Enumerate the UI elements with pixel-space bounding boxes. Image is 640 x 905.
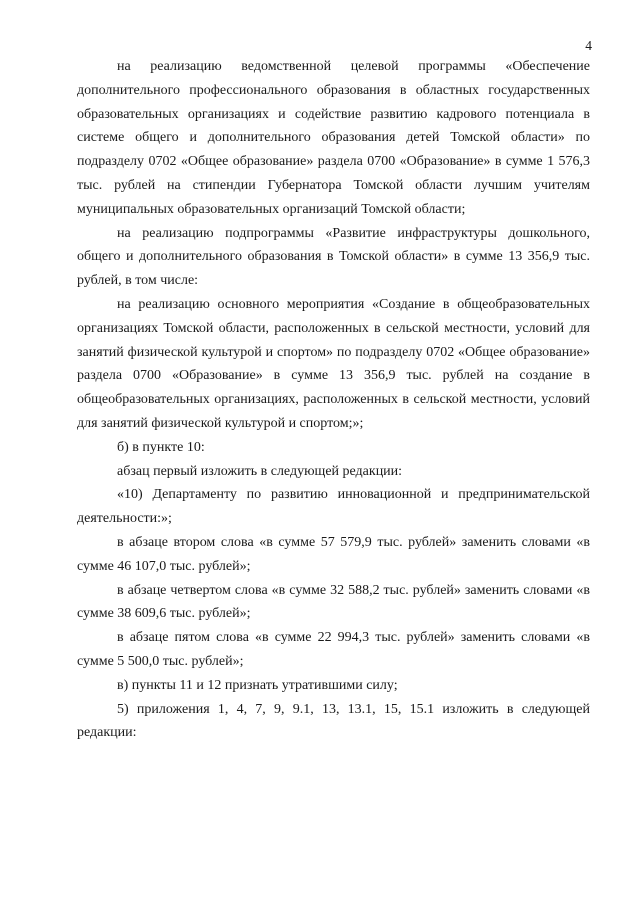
page-number: 4 [585,38,592,53]
paragraph: на реализацию подпрограммы «Развитие инфраструктуры дошкольного, общего и дополнительного образования в Томской области» в сумме 13 356,9 тыс. рублей, в том числе: [77,225,590,289]
paragraph: 5) приложения 1, 4, 7, 9, 9.1, 13, 13.1, 15, 15.1 изложить в следующей редакции: [77,701,590,741]
paragraph: на реализацию основного мероприятия «Создание в общеобразовательных организациях Томской области, расположенных в сельской местности, условий для занятий физической культурой и спортом» по подразделу 0702 «Общее образование» раздела 0700 «Образование» в сумме 13 356,9 тыс. рублей на создание в общеобразовательных организациях, расположенных в сельской местности, условий для занятий физической культурой и спортом;»; [77,296,590,431]
paragraph: на реализацию ведомственной целевой программы «Обеспечение дополнительного профессионального образования в областных государственных образовательных организациях и содействие развитию кадрового потенциала в системе общего и дополнительного образования детей Томской области» по подразделу 0702 «Общее образование» раздела 0700 «Образование» в сумме 1 576,3 тыс. рублей на стипендии Губернатора Томской области лучшим учителям муниципальных образовательных организаций Томской области; [77,59,590,217]
paragraph: в) пункты 11 и 12 признать утратившими силу; [117,677,398,693]
paragraph: б) в пункте 10: [117,439,205,455]
paragraph: «10) Департаменту по развитию инновационной и предпринимательской деятельности:»; [77,487,590,527]
paragraph: абзац первый изложить в следующей редакции: [117,463,403,479]
paragraph: в абзаце пятом слова «в сумме 22 994,3 тыс. рублей» заменить словами «в сумме 5 500,0 тыс. рублей»; [77,630,590,669]
paragraph: в абзаце втором слова «в сумме 57 579,9 тыс. рублей» заменить словами «в сумме 46 107,0 тыс. рублей»; [77,534,590,574]
paragraph: в абзаце четвертом слова «в сумме 32 588,2 тыс. рублей» заменить словами «в сумме 38 609,6 тыс. рублей»; [77,582,590,622]
document-body [77,55,590,745]
